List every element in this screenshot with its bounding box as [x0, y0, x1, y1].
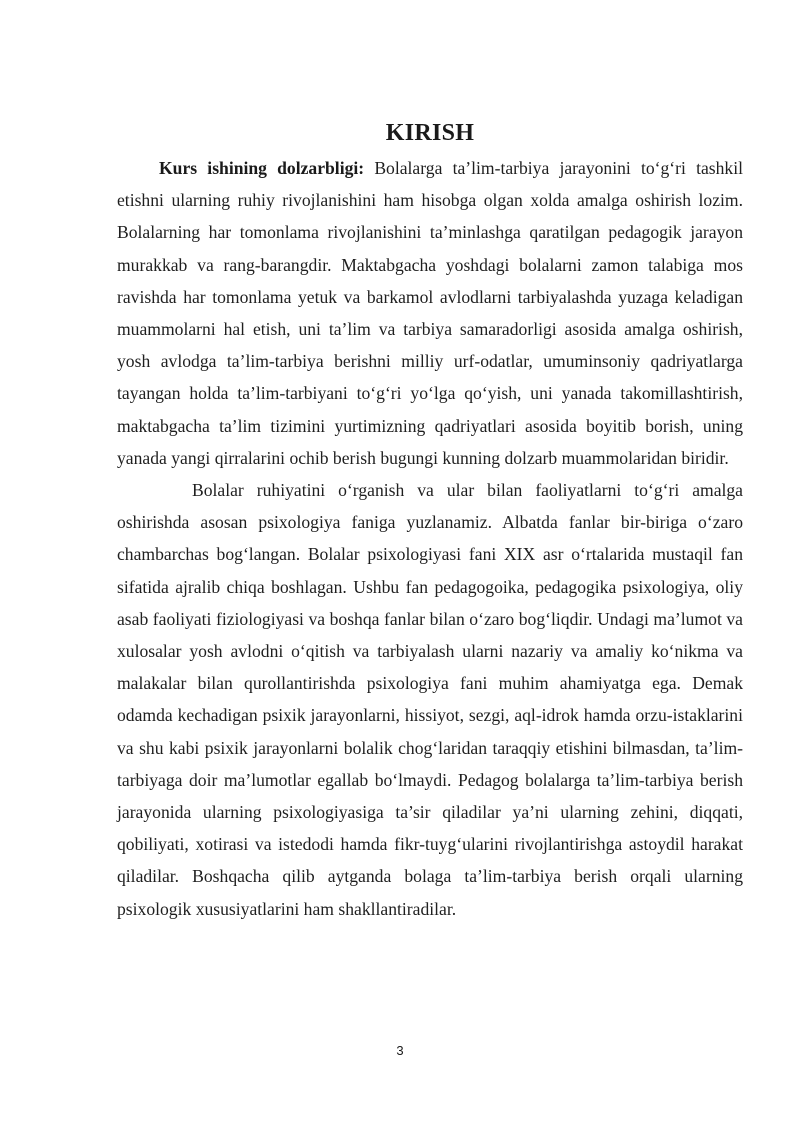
page-number: 3 — [396, 1043, 404, 1058]
paragraph-relevance — [117, 152, 743, 474]
section-heading: KIRISH — [385, 120, 475, 146]
paragraph-body: Bolalarga ta’lim-tarbiya jarayonini to‘g‘ri tashkil etishni ularning ruhiy rivojlanishini ham hisobga olgan xolda amalga oshirish lozim. Bolalarning har tomonlama rivojlanishini ta’minlashga qaratilgan pedagogik jarayon murakkab va rang-barangdir. Maktabgacha yoshdagi bolalarni zamon talabiga mos ravishda har tomonlama yetuk va barkamol avlodlarni tarbiyalashda yuzaga keladigan muammolarni hal etish, uni ta’lim va tarbiya samaradorligi asosida amalga oshirish, yosh avlodga ta’lim-tarbiya berishni milliy urf-odatlar, umuminsoniy qadriyatlarga tayangan holda ta’lim-tarbiyani to‘g‘ri yo‘lga qo‘yish, uni yanada takomillashtirish, maktabgacha ta’lim tizimini yurtimizning qadriyatlari asosida boyitib borish, uning yanada yangi qirralarini ochib berish bugungi kunning dolzarb muammolaridan biridir. — [117, 158, 744, 468]
paragraph-psychology: Bolalar ruhiyatini o‘rganish va ular bilan faoliyatlarni to‘g‘ri amalga oshirishda asosan psixologiya faniga yuzlanamiz. Albatda fanlar bir-biriga o‘zaro chambarchas bog‘langan. Bolalar psixologiyasi fani XIX asr o‘rtalarida mustaqil fan sifatida ajralib chiqa boshlagan. Ushbu fan pedagogoika, pedagogika psixologiya, oliy asab faoliyati fiziologiyasi va boshqa fanlar bilan o‘zaro bog‘liqdir. Undagi ma’lumot va xulosalar yosh avlodni o‘qitish va tarbiyalash ularni nazariy va amaliy ko‘nikma va malakalar bilan qurollantirishda psixologiya fani muhim ahamiyatga ega. Demak odamda kechadigan psixik jarayonlarni, hissiyot, sezgi, aql-idrok hamda orzu-istaklarini va shu kabi psixik jarayonlarni bolalik chog‘laridan taraqqiy etishini bilmasdan, ta’lim-tarbiyaga doir ma’lumotlar egallab bo‘lmaydi. Pedagog bolalarga ta’lim-tarbiya berish jarayonida ularning psixologiyasiga ta’sir qiladilar ya’ni ularning zehini, diqqati, qobiliyati, xotirasi va istedodi hamda fikr-tuyg‘ularini rivojlantirishga astoydil harakat qiladilar. Boshqacha qilib aytganda bolaga ta’lim-tarbiya berish orqali ularning psixologik xususiyatlarini ham shakllantiradilar. — [117, 480, 743, 919]
page-content — [117, 118, 743, 925]
paragraph-lead: Kurs ishining dolzarbligi: — [159, 158, 365, 178]
